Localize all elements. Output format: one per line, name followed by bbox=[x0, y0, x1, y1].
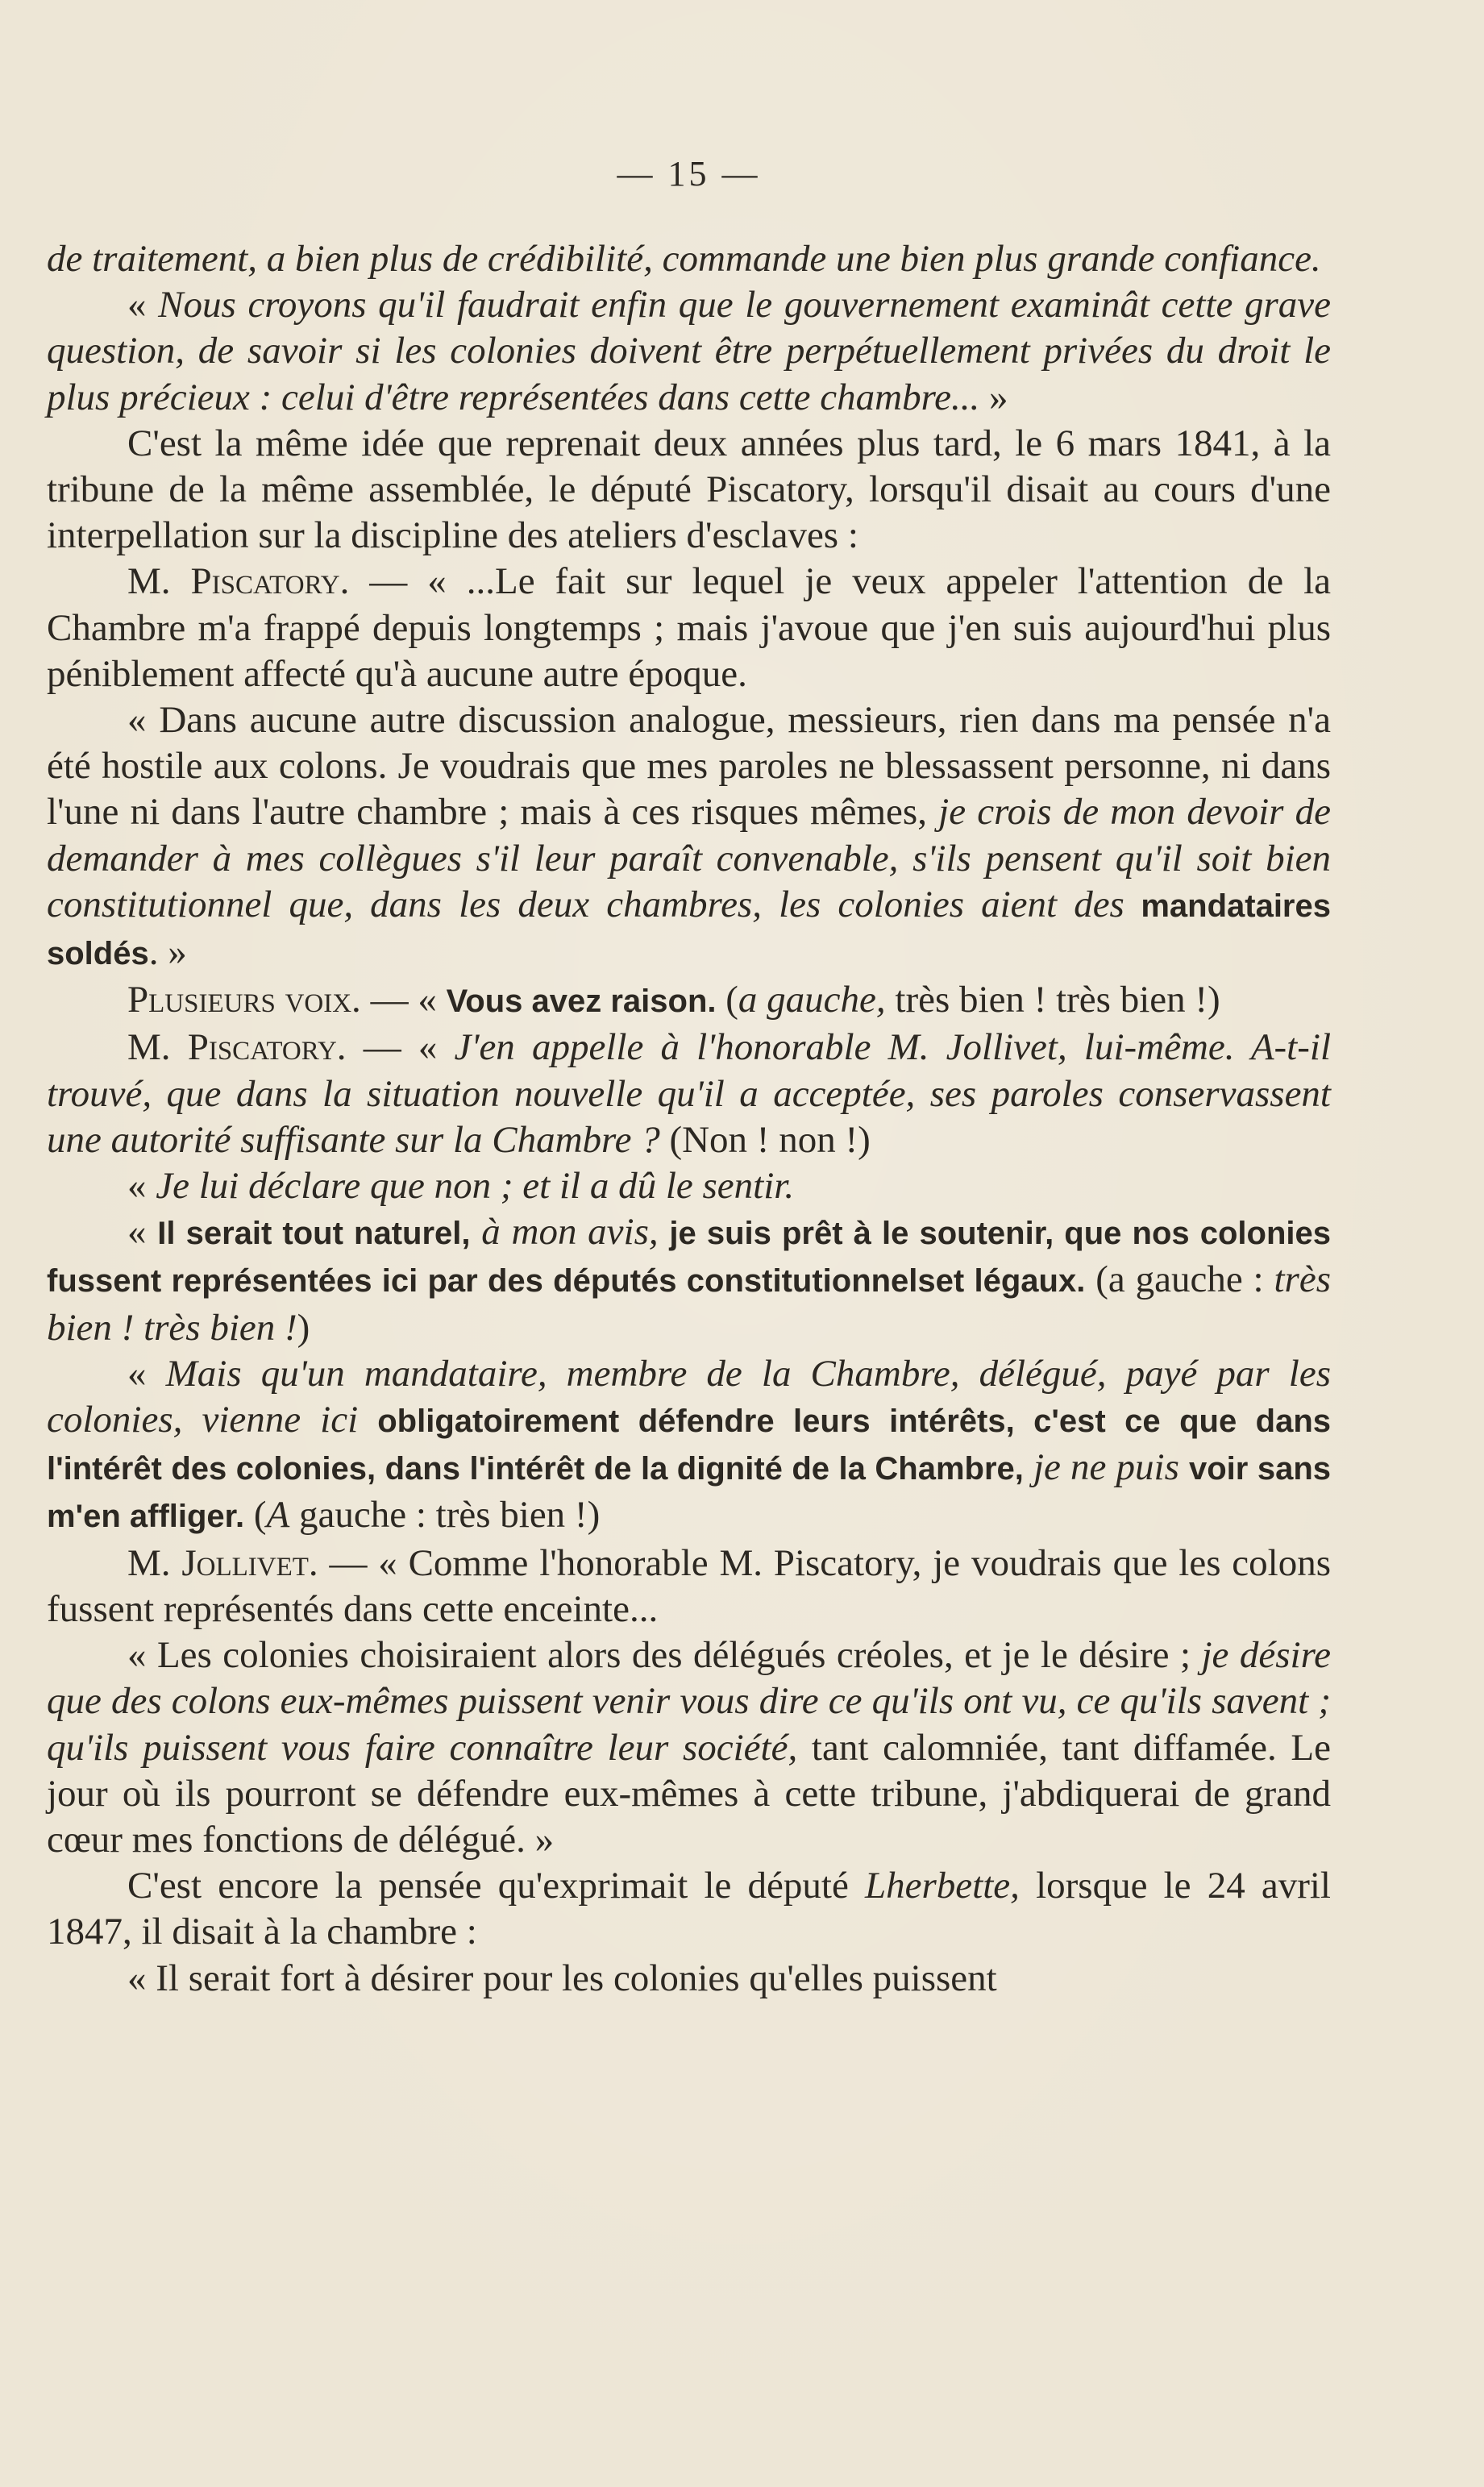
text-segment: gauche : très bien !) bbox=[289, 1494, 601, 1537]
text-segment: ( bbox=[716, 979, 738, 1021]
text-segment: je ne puis bbox=[1023, 1446, 1189, 1489]
text-segment: ) bbox=[297, 1306, 310, 1349]
text-segment: très bien ! très bien ! bbox=[47, 1258, 1331, 1349]
text-segment: Nous croyons qu'il faudrait enfin que le gouvernement examinât cette grave question, de savoir si les colonies doivent être perpétuellement privées du droit le plus précieux : celui d'être représentées dans cette chambre... bbox=[47, 284, 1332, 418]
text-segment: « Dans aucune autre discussion analogue, messieurs, rien dans ma pensée n'a été hostile aux colons. Je voudrais que mes paroles ne blessassent personne, ni dans l'une ni dans l'autre chambre ; mais à ces risques mêmes, bbox=[47, 699, 1331, 834]
paragraph-p6 bbox=[47, 977, 1331, 1025]
text-segment: Il serait tout naturel, bbox=[157, 1216, 471, 1252]
paragraph-p11 bbox=[47, 1541, 1331, 1632]
text-segment: « bbox=[127, 284, 159, 326]
text-segment: ( bbox=[244, 1494, 267, 1537]
text-segment: voir sans m'en affliger. bbox=[47, 1451, 1331, 1535]
text-segment: — « bbox=[346, 1026, 455, 1069]
paragraph-p1 bbox=[47, 236, 1331, 282]
text-segment: A bbox=[266, 1494, 290, 1537]
page-number: — 15 — bbox=[617, 154, 761, 193]
text-segment: de traitement, a bien plus de crédibilité, commande une bien plus grande confiance. bbox=[47, 238, 1321, 280]
text-segment: Vous avez raison. bbox=[446, 984, 717, 1020]
paragraph-p14 bbox=[47, 1956, 1331, 2002]
text-segment: obligatoirement défendre leurs intérêts, c'est ce que dans l'intérêt des colonies, dans l'intérêt de la dignité de la Chambre, bbox=[47, 1404, 1332, 1487]
text-segment: Lherbette, bbox=[865, 1865, 1020, 1907]
text-segment: Plusieurs voix. bbox=[127, 979, 361, 1021]
text-segment: M. Jollivet. bbox=[127, 1541, 318, 1584]
paragraph-p12 bbox=[47, 1632, 1331, 1863]
paragraph-p8 bbox=[47, 1163, 1331, 1209]
text-segment: C'est encore la pensée qu'exprimait le député bbox=[127, 1865, 866, 1907]
text-segment: — « ...Le fait sur lequel je veux appeler l'attention de la Chambre m'a frappé depuis longtemps ; mais j'avoue que j'en suis aujourd'hui plus péniblement affecté qu'à aucune autre époque. bbox=[47, 560, 1332, 695]
text-segment: mandataires soldés bbox=[47, 888, 1331, 972]
text-segment: (Non ! non !) bbox=[659, 1118, 871, 1161]
text-segment: Mais qu'un mandataire, membre de la Chambre, délégué, payé par les colonies, vienne ici bbox=[47, 1352, 1332, 1441]
text-segment: C'est la même idée que reprenait deux années plus tard, le 6 mars 1841, à la tribune de la même assemblée, le député Piscatory, lorsqu'il disait au cours d'une interpellation sur la discipline des ateliers d'esclaves : bbox=[47, 422, 1331, 557]
text-segment: « bbox=[127, 1211, 158, 1254]
paragraph-p4 bbox=[47, 559, 1331, 697]
paragraph-p3 bbox=[47, 421, 1331, 559]
text-segment: . » bbox=[148, 931, 187, 974]
paragraph-p10 bbox=[47, 1351, 1331, 1541]
text-segment: « Il serait fort à désirer pour les colonies qu'elles puissent bbox=[127, 1957, 997, 1999]
text-segment: « Les colonies choisiraient alors des délégués créoles, et je le désire ; bbox=[127, 1634, 1202, 1677]
text-segment: » bbox=[979, 376, 1008, 418]
text-segment: J'en appelle à l'honorable M. Jollivet, lui-même. A-t-il trouvé, que dans la situation nouvelle qu'il a acceptée, ses paroles conservassent une autorité suffisante sur la Chambre ? bbox=[47, 1026, 1332, 1161]
text-segment: tant calomniée, tant diffamée. Le jour où ils pourront se défendre eux-mêmes à cette tribune, j'abdiquerai de grand cœur mes fonctions de délégué. » bbox=[47, 1726, 1332, 1861]
paragraph-p5 bbox=[47, 697, 1331, 977]
text-segment: très bien ! très bien !) bbox=[885, 979, 1220, 1021]
text-segment: — « bbox=[360, 979, 447, 1021]
paragraph-p7 bbox=[47, 1025, 1331, 1163]
paragraph-p9 bbox=[47, 1209, 1331, 1351]
text-segment: à mon avis, bbox=[470, 1211, 670, 1254]
paragraph-p13 bbox=[47, 1863, 1331, 1955]
paragraph-p2 bbox=[47, 282, 1331, 421]
text-segment: a gauche, bbox=[738, 979, 886, 1021]
text-segment: « bbox=[127, 1165, 156, 1208]
text-segment: — « Comme l'honorable M. Piscatory, je voudrais que les colons fussent représentés dans cette enceinte... bbox=[47, 1541, 1331, 1630]
text-segment: M. Piscatory. bbox=[127, 1026, 347, 1069]
text-segment: je désire que des colons eux-mêmes puissent venir vous dire ce qu'ils ont vu, ce qu'ils savent ; qu'ils puissent vous faire connaître leur société, bbox=[47, 1634, 1331, 1769]
text-segment: je crois de mon devoir de demander à mes collègues s'il leur paraît convenable, s'ils pensent qu'il soit bien constitutionnel que, dans les deux chambres, les colonies aient des bbox=[47, 791, 1331, 925]
text-segment: je suis prêt à le soutenir, que nos colonies fussent représentées ici par des députés constitutionnelset légaux. bbox=[47, 1216, 1331, 1300]
text-body bbox=[47, 236, 1331, 2002]
text-segment: M. Piscatory. bbox=[127, 560, 350, 603]
text-segment: « bbox=[127, 1352, 166, 1395]
text-segment: (a gauche : bbox=[1085, 1258, 1274, 1301]
text-segment: Je lui déclare que non ; et il a dû le sentir. bbox=[156, 1165, 795, 1208]
text-segment: lorsque le 24 avril 1847, il disait à la chambre : bbox=[47, 1865, 1331, 1953]
